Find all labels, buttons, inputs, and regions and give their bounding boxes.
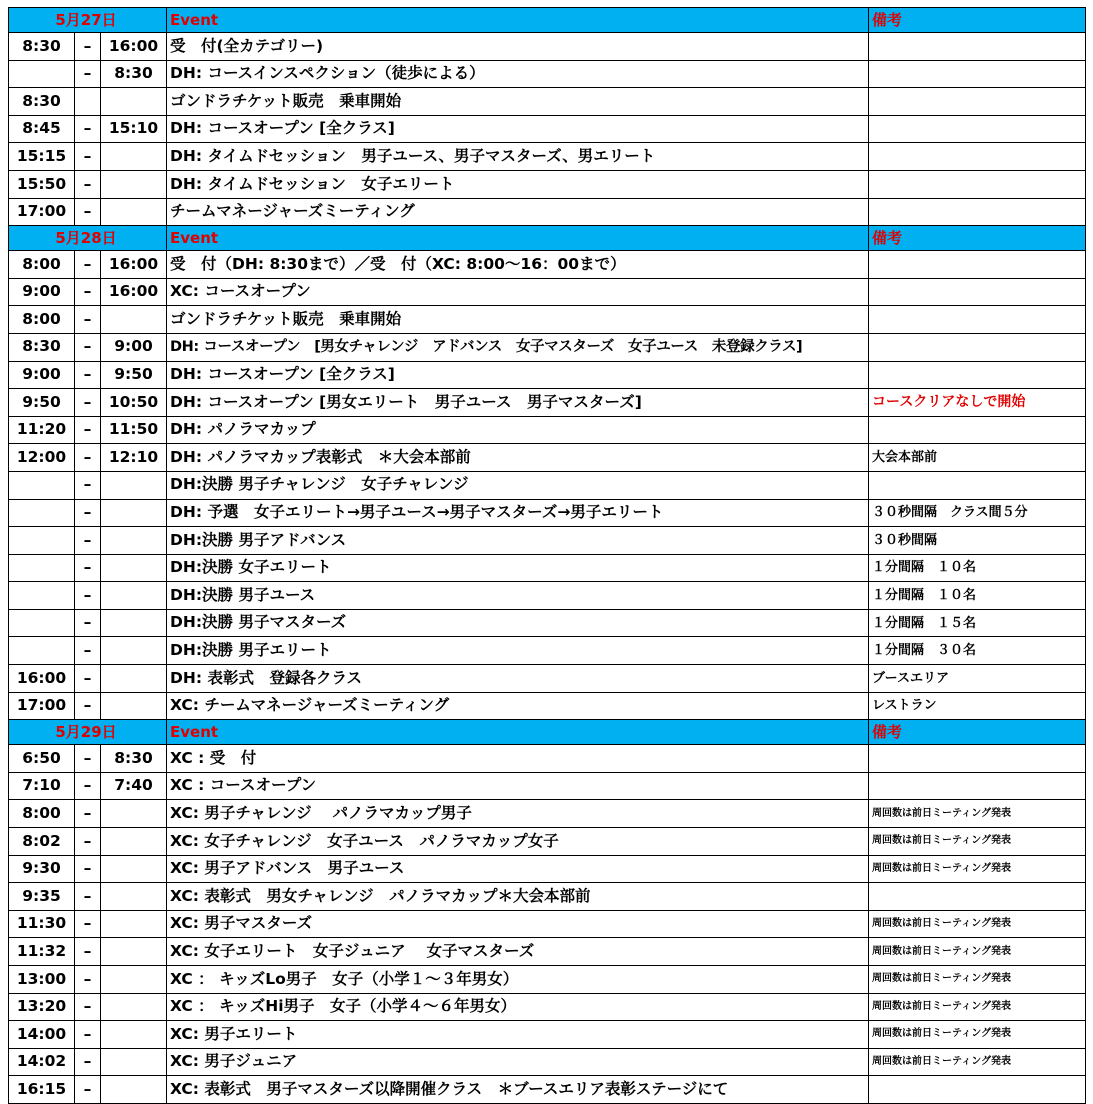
start-time: 11:30 xyxy=(9,910,75,938)
start-time: 13:00 xyxy=(9,966,75,994)
event-description: XC ： キッズHi男子 女子（小学４～６年男女） xyxy=(167,993,869,1021)
end-time xyxy=(101,554,167,582)
start-time xyxy=(9,637,75,665)
event-note: １分間隔 １０名 xyxy=(869,582,1086,610)
note-column-header: 備考 xyxy=(869,720,1086,745)
event-description: DH: コースオープン [男女エリート 男子ユース 男子マスターズ] xyxy=(167,389,869,417)
end-time: 9:00 xyxy=(101,333,167,361)
schedule-row xyxy=(9,692,1086,720)
event-note xyxy=(869,278,1086,306)
event-description: 受 付(全カテゴリー) xyxy=(167,33,869,61)
start-time: 8:00 xyxy=(9,800,75,828)
start-time: 8:45 xyxy=(9,115,75,143)
schedule-row xyxy=(9,499,1086,527)
schedule-row xyxy=(9,554,1086,582)
event-description: XC: コースオープン xyxy=(167,278,869,306)
event-description: XC: 表彰式 男女チャレンジ パノラマカップ＊大会本部前 xyxy=(167,883,869,911)
time-dash: – xyxy=(75,993,101,1021)
end-time xyxy=(101,170,167,198)
day-date: 5月27日 xyxy=(9,8,167,33)
end-time xyxy=(101,527,167,555)
event-description: DH: コースオープン [全クラス] xyxy=(167,361,869,389)
end-time xyxy=(101,692,167,720)
time-dash: – xyxy=(75,910,101,938)
start-time: 15:15 xyxy=(9,143,75,171)
schedule-row xyxy=(9,910,1086,938)
time-dash: – xyxy=(75,143,101,171)
event-description: XC: 表彰式 男子マスターズ以降開催クラス ＊ブースエリア表彰ステージにて xyxy=(167,1076,869,1104)
event-note: 周回数は前日ミーティング発表 xyxy=(869,800,1086,828)
start-time: 8:02 xyxy=(9,828,75,856)
event-description: XC ： キッズLo男子 女子（小学１～３年男女） xyxy=(167,966,869,994)
end-time: 16:00 xyxy=(101,278,167,306)
end-time xyxy=(101,306,167,334)
event-description: ゴンドラチケット販売 乗車開始 xyxy=(167,88,869,116)
day-header-row xyxy=(9,226,1086,251)
day-header-row xyxy=(9,8,1086,33)
end-time xyxy=(101,800,167,828)
time-dash: – xyxy=(75,333,101,361)
end-time xyxy=(101,143,167,171)
event-note xyxy=(869,170,1086,198)
event-note: ３０秒間隔 xyxy=(869,527,1086,555)
start-time: 12:00 xyxy=(9,444,75,472)
start-time: 11:20 xyxy=(9,416,75,444)
event-description: XC: 女子エリート 女子ジュニア 女子マスターズ xyxy=(167,938,869,966)
event-note xyxy=(869,115,1086,143)
start-time: 8:30 xyxy=(9,33,75,61)
end-time: 16:00 xyxy=(101,33,167,61)
event-description: DH: コースオープン [全クラス] xyxy=(167,115,869,143)
time-dash: – xyxy=(75,883,101,911)
event-note: 周回数は前日ミーティング発表 xyxy=(869,966,1086,994)
event-description: XC: 男子アドバンス 男子ユース xyxy=(167,855,869,883)
schedule-row xyxy=(9,170,1086,198)
event-column-header: Event xyxy=(167,226,869,251)
end-time xyxy=(101,1076,167,1104)
start-time: 9:30 xyxy=(9,855,75,883)
end-time: 10:50 xyxy=(101,389,167,417)
start-time xyxy=(9,471,75,499)
time-dash: – xyxy=(75,471,101,499)
event-note: １分間隔 ３０名 xyxy=(869,637,1086,665)
event-description: XC: 男子マスターズ xyxy=(167,910,869,938)
event-note xyxy=(869,306,1086,334)
event-note xyxy=(869,1076,1086,1104)
time-dash: – xyxy=(75,828,101,856)
event-note: １分間隔 １０名 xyxy=(869,554,1086,582)
time-dash: – xyxy=(75,389,101,417)
time-dash: – xyxy=(75,361,101,389)
time-dash: – xyxy=(75,582,101,610)
event-note xyxy=(869,198,1086,226)
event-description: XC: チームマネージャーズミーティング xyxy=(167,692,869,720)
time-dash: – xyxy=(75,170,101,198)
time-dash: – xyxy=(75,800,101,828)
start-time: 9:35 xyxy=(9,883,75,911)
time-dash: – xyxy=(75,33,101,61)
schedule-row xyxy=(9,637,1086,665)
end-time: 8:30 xyxy=(101,60,167,88)
day-header-row xyxy=(9,720,1086,745)
event-note xyxy=(869,745,1086,773)
time-dash: – xyxy=(75,692,101,720)
start-time: 8:30 xyxy=(9,88,75,116)
event-description: DH: 予選 女子エリート→男子ユース→男子マスターズ→男子エリート xyxy=(167,499,869,527)
schedule-row xyxy=(9,278,1086,306)
time-dash: – xyxy=(75,966,101,994)
time-dash: – xyxy=(75,772,101,800)
event-column-header: Event xyxy=(167,720,869,745)
note-column-header: 備考 xyxy=(869,8,1086,33)
end-time: 7:40 xyxy=(101,772,167,800)
end-time xyxy=(101,637,167,665)
event-note: 周回数は前日ミーティング発表 xyxy=(869,855,1086,883)
schedule-row xyxy=(9,333,1086,361)
time-dash: – xyxy=(75,609,101,637)
start-time: 8:30 xyxy=(9,333,75,361)
schedule-row xyxy=(9,389,1086,417)
schedule-row xyxy=(9,88,1086,116)
note-column-header: 備考 xyxy=(869,226,1086,251)
event-description: DH:決勝 男子アドバンス xyxy=(167,527,869,555)
schedule-row xyxy=(9,938,1086,966)
schedule-row xyxy=(9,33,1086,61)
time-dash: – xyxy=(75,665,101,693)
schedule-row xyxy=(9,361,1086,389)
event-note xyxy=(869,471,1086,499)
time-dash: – xyxy=(75,938,101,966)
end-time xyxy=(101,883,167,911)
event-note xyxy=(869,143,1086,171)
start-time xyxy=(9,609,75,637)
start-time: 7:10 xyxy=(9,772,75,800)
time-dash: – xyxy=(75,115,101,143)
schedule-row xyxy=(9,665,1086,693)
start-time xyxy=(9,60,75,88)
event-description: DH:決勝 男子チャレンジ 女子チャレンジ xyxy=(167,471,869,499)
event-description: ゴンドラチケット販売 乗車開始 xyxy=(167,306,869,334)
end-time: 16:00 xyxy=(101,251,167,279)
event-note: １分間隔 １５名 xyxy=(869,609,1086,637)
schedule-row xyxy=(9,471,1086,499)
event-note: コースクリアなしで開始 xyxy=(869,389,1086,417)
start-time xyxy=(9,527,75,555)
end-time xyxy=(101,910,167,938)
schedule-row xyxy=(9,251,1086,279)
schedule-row xyxy=(9,143,1086,171)
schedule-row xyxy=(9,1021,1086,1049)
start-time: 17:00 xyxy=(9,692,75,720)
end-time xyxy=(101,582,167,610)
day-date: 5月29日 xyxy=(9,720,167,745)
event-description: DH: タイムドセッション 女子エリート xyxy=(167,170,869,198)
start-time: 15:50 xyxy=(9,170,75,198)
event-note xyxy=(869,361,1086,389)
end-time: 9:50 xyxy=(101,361,167,389)
start-time: 16:00 xyxy=(9,665,75,693)
schedule-row xyxy=(9,582,1086,610)
schedule-row xyxy=(9,966,1086,994)
time-dash: – xyxy=(75,1021,101,1049)
schedule-row xyxy=(9,828,1086,856)
schedule-row xyxy=(9,855,1086,883)
schedule-row xyxy=(9,416,1086,444)
time-dash: – xyxy=(75,499,101,527)
schedule-row xyxy=(9,60,1086,88)
end-time xyxy=(101,471,167,499)
schedule-row xyxy=(9,1076,1086,1104)
event-note xyxy=(869,883,1086,911)
time-dash: – xyxy=(75,251,101,279)
schedule-row xyxy=(9,772,1086,800)
end-time: 11:50 xyxy=(101,416,167,444)
end-time xyxy=(101,938,167,966)
event-note: 周回数は前日ミーティング発表 xyxy=(869,828,1086,856)
end-time: 15:10 xyxy=(101,115,167,143)
schedule-row xyxy=(9,745,1086,773)
event-description: DH:決勝 女子エリート xyxy=(167,554,869,582)
event-note: 周回数は前日ミーティング発表 xyxy=(869,938,1086,966)
time-dash: – xyxy=(75,855,101,883)
schedule-row xyxy=(9,993,1086,1021)
start-time xyxy=(9,582,75,610)
end-time xyxy=(101,993,167,1021)
event-description: DH: パノラマカップ xyxy=(167,416,869,444)
end-time xyxy=(101,966,167,994)
start-time: 14:00 xyxy=(9,1021,75,1049)
schedule-row xyxy=(9,527,1086,555)
day-date: 5月28日 xyxy=(9,226,167,251)
schedule-row xyxy=(9,115,1086,143)
schedule-row xyxy=(9,609,1086,637)
event-description: チームマネージャーズミーティング xyxy=(167,198,869,226)
event-column-header: Event xyxy=(167,8,869,33)
time-dash: – xyxy=(75,278,101,306)
end-time xyxy=(101,609,167,637)
event-note xyxy=(869,60,1086,88)
event-description: DH: 表彰式 登録各クラス xyxy=(167,665,869,693)
event-description: DH: パノラマカップ表彰式 ＊大会本部前 xyxy=(167,444,869,472)
schedule-row xyxy=(9,800,1086,828)
event-note xyxy=(869,416,1086,444)
start-time: 8:00 xyxy=(9,251,75,279)
event-note xyxy=(869,772,1086,800)
event-description: XC: 男子チャレンジ パノラマカップ男子 xyxy=(167,800,869,828)
end-time xyxy=(101,855,167,883)
event-description: 受 付（DH: 8:30まで）／受 付（XC: 8:00～16：00まで） xyxy=(167,251,869,279)
schedule-row xyxy=(9,444,1086,472)
event-note: 周回数は前日ミーティング発表 xyxy=(869,1048,1086,1076)
event-description: DH: タイムドセッション 男子ユース、男子マスターズ、男エリート xyxy=(167,143,869,171)
event-note xyxy=(869,33,1086,61)
start-time: 17:00 xyxy=(9,198,75,226)
end-time xyxy=(101,665,167,693)
schedule-row xyxy=(9,1048,1086,1076)
event-note: 大会本部前 xyxy=(869,444,1086,472)
time-dash: – xyxy=(75,554,101,582)
event-note: 周回数は前日ミーティング発表 xyxy=(869,993,1086,1021)
time-dash: – xyxy=(75,637,101,665)
end-time xyxy=(101,198,167,226)
start-time xyxy=(9,499,75,527)
event-description: XC : コースオープン xyxy=(167,772,869,800)
schedule-table xyxy=(8,7,1086,1104)
time-dash: – xyxy=(75,1076,101,1104)
event-note xyxy=(869,333,1086,361)
event-note: ブースエリア xyxy=(869,665,1086,693)
event-description: DH: コースオープン [男女チャレンジ アドバンス 女子マスターズ 女子ユース 未登録クラス] xyxy=(167,333,869,361)
end-time: 8:30 xyxy=(101,745,167,773)
end-time xyxy=(101,499,167,527)
end-time xyxy=(101,1021,167,1049)
event-description: XC : 受 付 xyxy=(167,745,869,773)
time-dash: – xyxy=(75,60,101,88)
time-dash: – xyxy=(75,527,101,555)
end-time xyxy=(101,88,167,116)
end-time: 12:10 xyxy=(101,444,167,472)
end-time xyxy=(101,1048,167,1076)
start-time: 16:15 xyxy=(9,1076,75,1104)
event-note: レストラン xyxy=(869,692,1086,720)
schedule-row xyxy=(9,198,1086,226)
start-time: 9:00 xyxy=(9,278,75,306)
time-dash: – xyxy=(75,745,101,773)
schedule-row xyxy=(9,883,1086,911)
event-description: DH:決勝 男子マスターズ xyxy=(167,609,869,637)
time-dash: – xyxy=(75,416,101,444)
event-description: DH: コースインスペクション（徒歩による） xyxy=(167,60,869,88)
event-description: DH:決勝 男子エリート xyxy=(167,637,869,665)
start-time: 9:50 xyxy=(9,389,75,417)
start-time: 13:20 xyxy=(9,993,75,1021)
event-note xyxy=(869,251,1086,279)
time-dash: – xyxy=(75,306,101,334)
start-time: 8:00 xyxy=(9,306,75,334)
schedule-row xyxy=(9,306,1086,334)
time-dash: – xyxy=(75,1048,101,1076)
start-time: 11:32 xyxy=(9,938,75,966)
start-time xyxy=(9,554,75,582)
event-note: 周回数は前日ミーティング発表 xyxy=(869,910,1086,938)
event-description: XC: 女子チャレンジ 女子ユース パノラマカップ女子 xyxy=(167,828,869,856)
time-dash: – xyxy=(75,444,101,472)
event-description: XC: 男子エリート xyxy=(167,1021,869,1049)
event-description: XC: 男子ジュニア xyxy=(167,1048,869,1076)
event-description: DH:決勝 男子ユース xyxy=(167,582,869,610)
event-note: 周回数は前日ミーティング発表 xyxy=(869,1021,1086,1049)
time-dash: – xyxy=(75,198,101,226)
time-dash xyxy=(75,88,101,116)
start-time: 14:02 xyxy=(9,1048,75,1076)
start-time: 9:00 xyxy=(9,361,75,389)
start-time: 6:50 xyxy=(9,745,75,773)
event-note xyxy=(869,88,1086,116)
end-time xyxy=(101,828,167,856)
event-note: ３０秒間隔 クラス間５分 xyxy=(869,499,1086,527)
